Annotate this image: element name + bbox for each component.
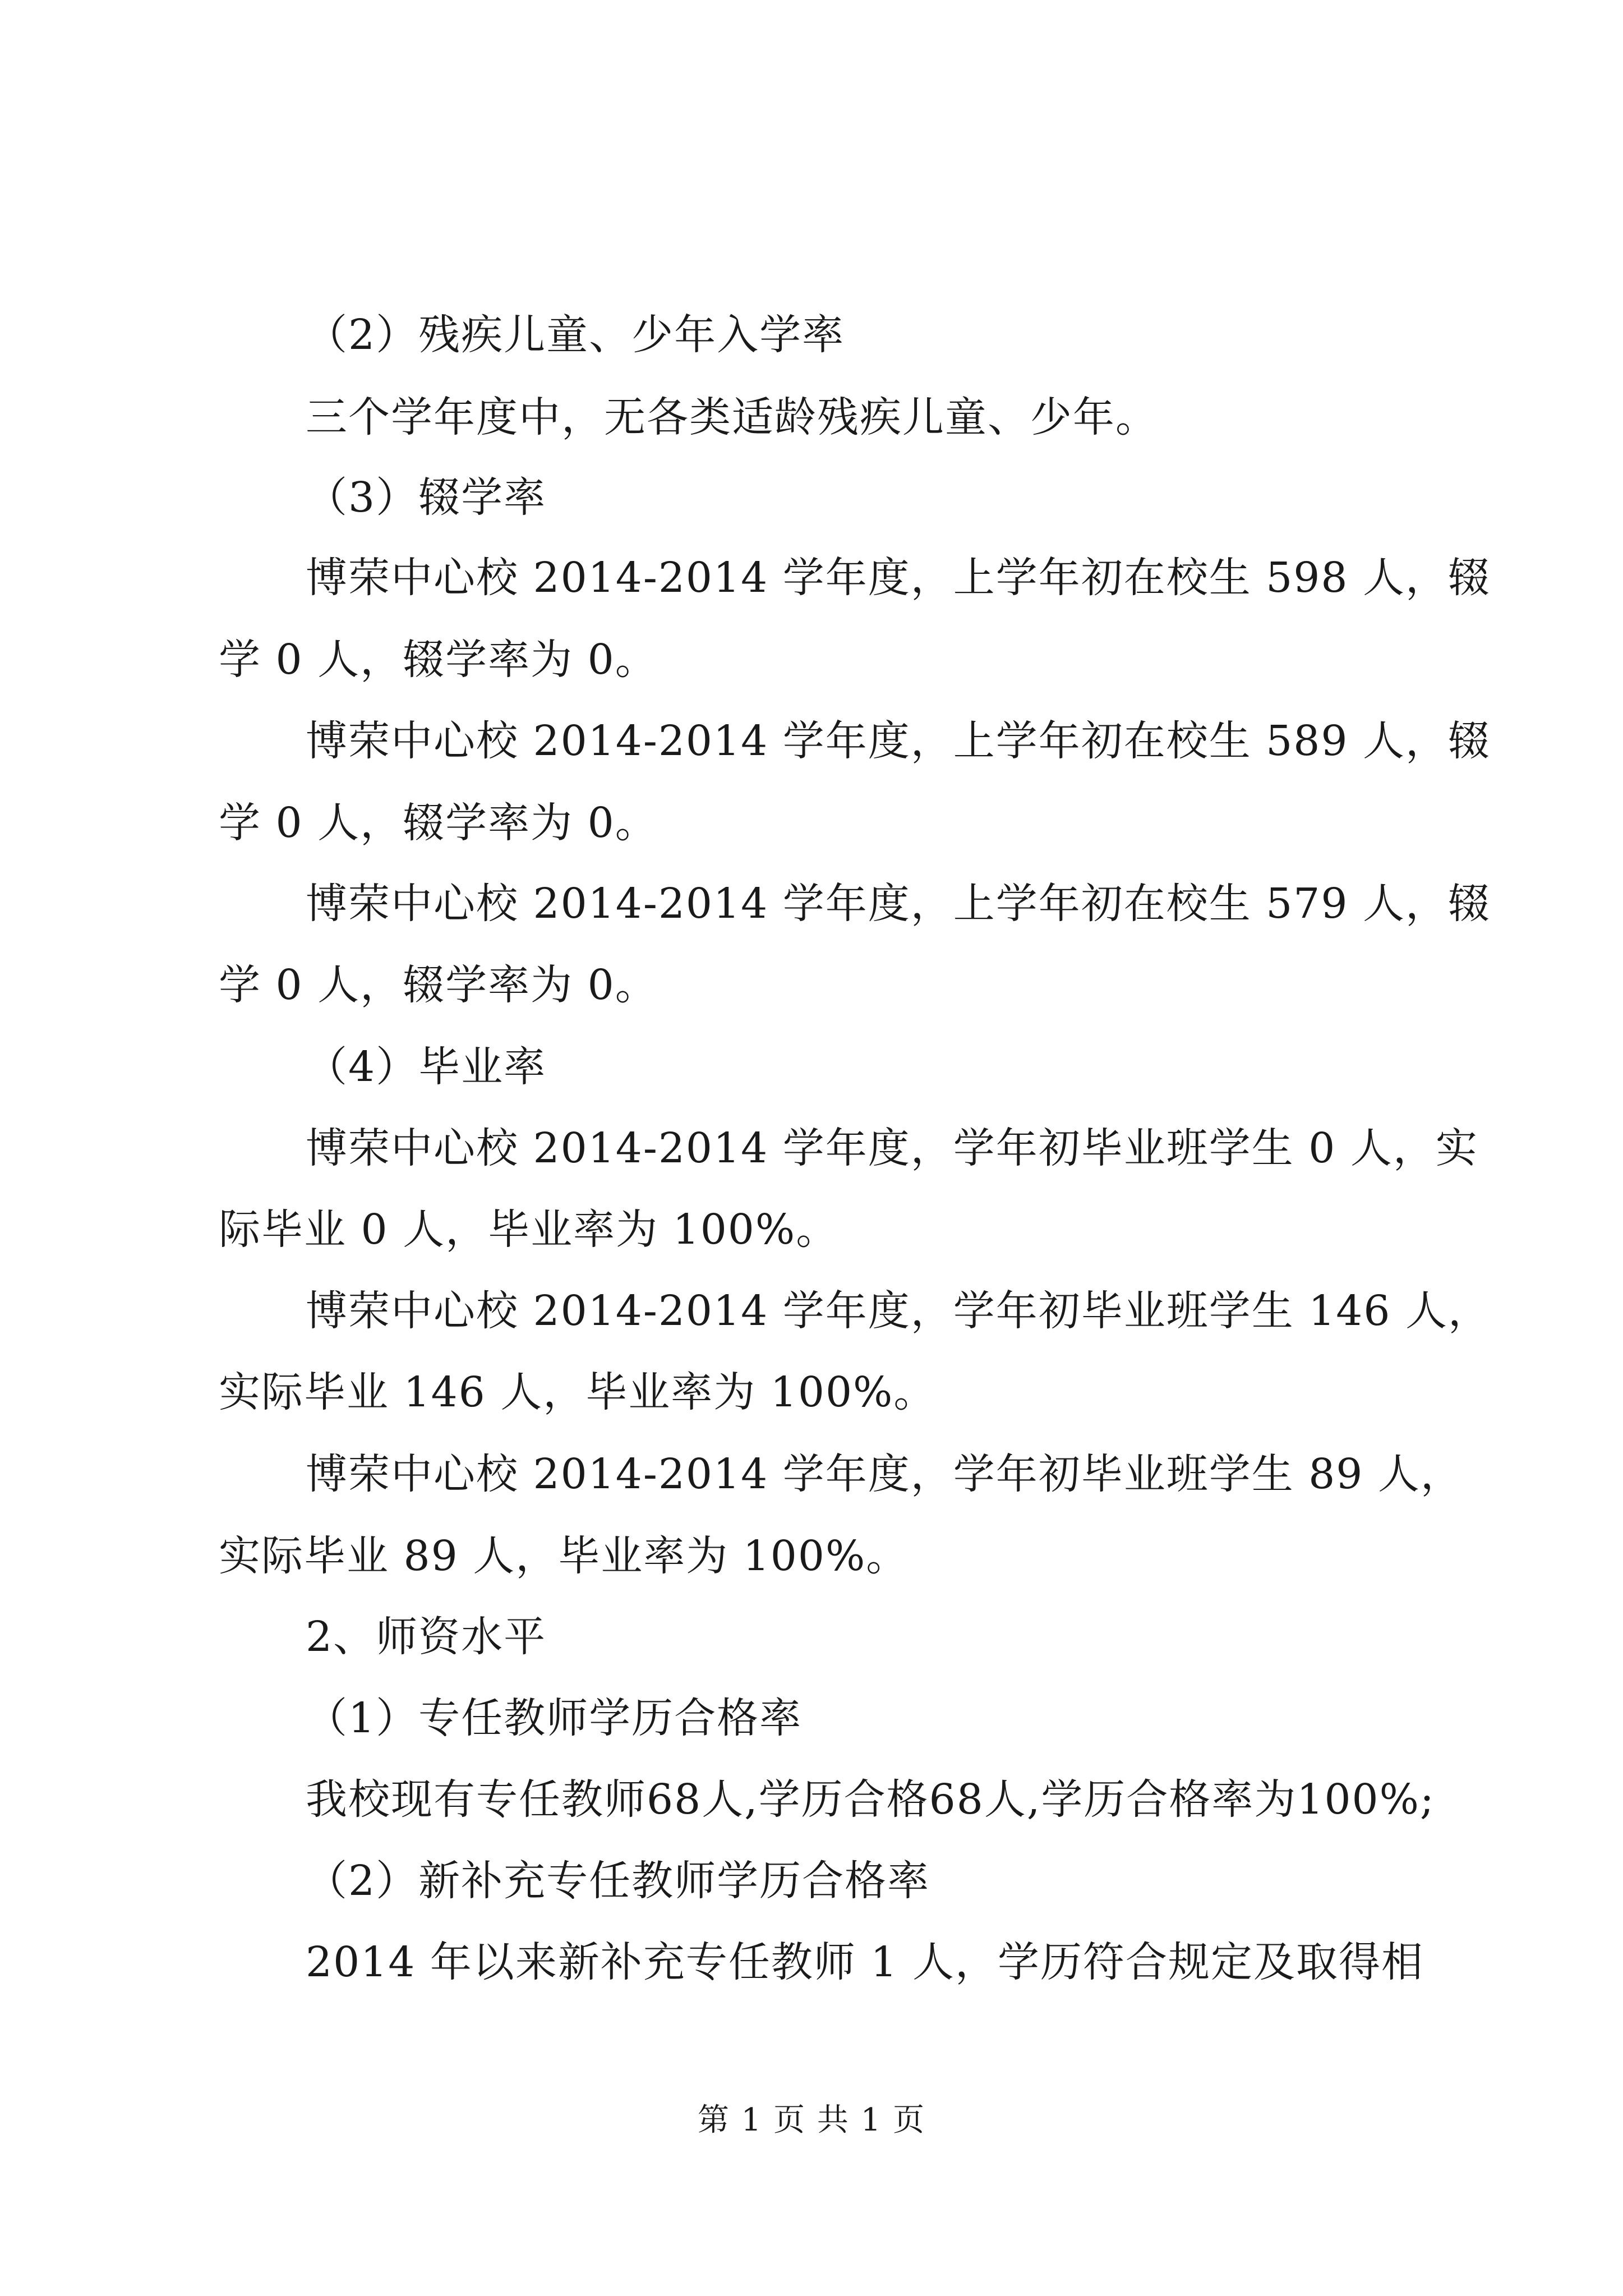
paragraph-line: 博荣中心校 2014-2014 学年度，上学年初在校生 579 人，辍 bbox=[306, 880, 1491, 928]
page-footer: 第 1 页 共 1 页 bbox=[697, 2102, 926, 2138]
paragraph-line: 际毕业 0 人，毕业率为 100%。 bbox=[219, 1205, 839, 1254]
heading-teacher-qualification: （1）专任教师学历合格率 bbox=[306, 1694, 803, 1742]
paragraph-line: 三个学年度中，无各类适龄残疾儿童、少年。 bbox=[306, 393, 1158, 441]
paragraph-line: 2014 年以来新补充专任教师 1 人，学历符合规定及取得相 bbox=[306, 1938, 1424, 1986]
paragraph-line: 我校现有专任教师68人,学历合格68人,学历合格率为100%; bbox=[306, 1775, 1435, 1824]
heading-dropout-rate: （3）辍学率 bbox=[306, 473, 547, 522]
paragraph-line: 实际毕业 89 人，毕业率为 100%。 bbox=[219, 1532, 909, 1580]
paragraph-line: 博荣中心校 2014-2014 学年度，学年初毕业班学生 146 人， bbox=[306, 1287, 1491, 1335]
paragraph-line: 实际毕业 146 人，毕业率为 100%。 bbox=[219, 1368, 937, 1416]
paragraph-line: 博荣中心校 2014-2014 学年度，学年初毕业班学生 89 人， bbox=[306, 1450, 1463, 1498]
paragraph-line: 学 0 人，辍学率为 0。 bbox=[219, 961, 658, 1009]
paragraph-line: 博荣中心校 2014-2014 学年度，学年初毕业班学生 0 人，实 bbox=[306, 1124, 1478, 1172]
paragraph-line: 学 0 人，辍学率为 0。 bbox=[219, 636, 658, 684]
heading-disabled-enrollment: （2）残疾儿童、少年入学率 bbox=[306, 311, 845, 359]
heading-graduation-rate: （4）毕业率 bbox=[306, 1043, 547, 1091]
paragraph-line: 博荣中心校 2014-2014 学年度，上学年初在校生 598 人，辍 bbox=[306, 554, 1491, 602]
paragraph-line: 博荣中心校 2014-2014 学年度，上学年初在校生 589 人，辍 bbox=[306, 717, 1491, 765]
paragraph-line: 学 0 人，辍学率为 0。 bbox=[219, 799, 658, 847]
heading-new-teacher-qualification: （2）新补充专任教师学历合格率 bbox=[306, 1857, 930, 1905]
heading-teacher-level: 2、师资水平 bbox=[306, 1613, 547, 1661]
